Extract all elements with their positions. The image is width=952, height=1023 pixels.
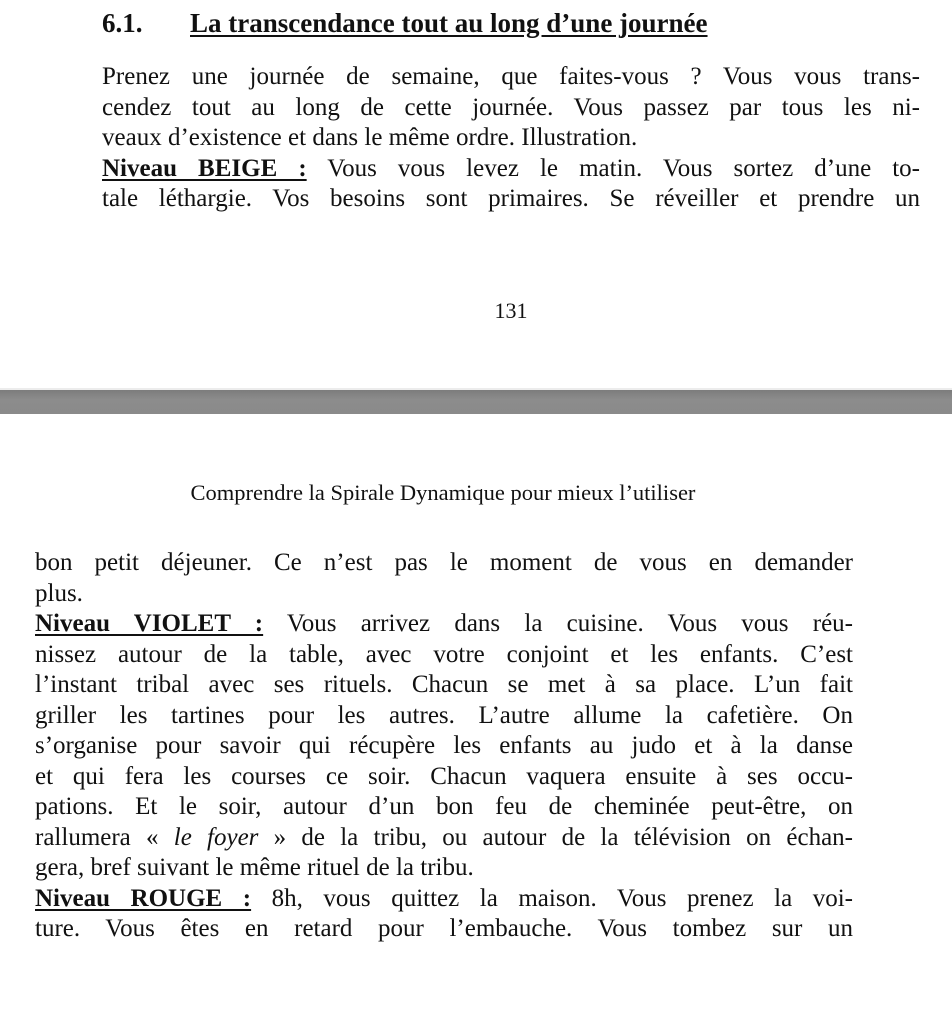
text-run: » de la tribu, ou autour de la télévision on échan- <box>258 823 853 851</box>
rouge-paragraph-start <box>35 884 853 915</box>
text-line: griller les tartines pour les autres. L’autre allume la cafetière. On <box>35 701 853 729</box>
text-line: ture. Vous êtes en retard pour l’embauche. Vous tombez sur un <box>35 915 853 942</box>
page-number: 131 <box>494 298 528 323</box>
text-line: Prenez une journée de semaine, que faites-vous ? Vous vous trans- <box>102 63 920 90</box>
text-line: cendez tout au long de cette journée. Vous passez par tous les ni- <box>102 93 920 121</box>
section-number: 6.1. <box>102 8 143 38</box>
body-text <box>35 548 853 945</box>
foyer-line <box>35 823 853 854</box>
running-head: Comprendre la Spirale Dynamique pour mieux l’utiliser <box>190 480 696 505</box>
level-label-rouge: Niveau ROUGE : <box>35 884 252 912</box>
text-run: Vous vous levez le matin. Vous sortez d’une to- <box>306 154 920 182</box>
intro-paragraph <box>102 62 920 215</box>
italic-term: le foyer <box>173 823 259 851</box>
text-run: rallumera « <box>35 823 174 851</box>
level-label-violet: Niveau VIOLET : <box>35 610 264 637</box>
section-title: La transcendance tout au long d’une journée <box>190 8 708 38</box>
text-line: tale léthargie. Vos besoins sont primaires. Se réveiller et prendre un <box>102 185 920 212</box>
page-132 <box>0 414 952 1023</box>
text-run: 8h, vous quittez la maison. Vous prenez la voi- <box>251 884 854 912</box>
page-separator <box>0 390 952 414</box>
text-line: gera, bref suivant le même rituel de la tribu. <box>35 854 474 881</box>
text-line: l’instant tribal avec ses rituels. Chacun se met à sa place. L’un fait <box>35 671 853 698</box>
text-line: plus. <box>35 579 83 607</box>
text-line: bon petit déjeuner. Ce n’est pas le moment de vous en demander <box>35 549 853 576</box>
violet-paragraph-start <box>35 609 853 640</box>
text-line: pations. Et le soir, autour d’un bon feu de cheminée peut-être, on <box>35 793 853 820</box>
text-line: s’organise pour savoir qui récupère les enfants au judo et à la danse <box>35 732 853 759</box>
section-heading <box>102 8 708 39</box>
page-131 <box>0 0 952 390</box>
text-run: Vous arrivez dans la cuisine. Vous vous réu- <box>263 610 853 637</box>
level-label-beige: Niveau BEIGE : <box>102 154 307 182</box>
text-line: veaux d’existence et dans le même ordre. Illustration. <box>102 124 638 151</box>
beige-paragraph-start <box>102 154 920 185</box>
text-line: et qui fera les courses ce soir. Chacun vaquera ensuite à ses occu- <box>35 762 853 790</box>
text-line: nissez autour de la table, avec votre conjoint et les enfants. C’est <box>35 640 853 668</box>
